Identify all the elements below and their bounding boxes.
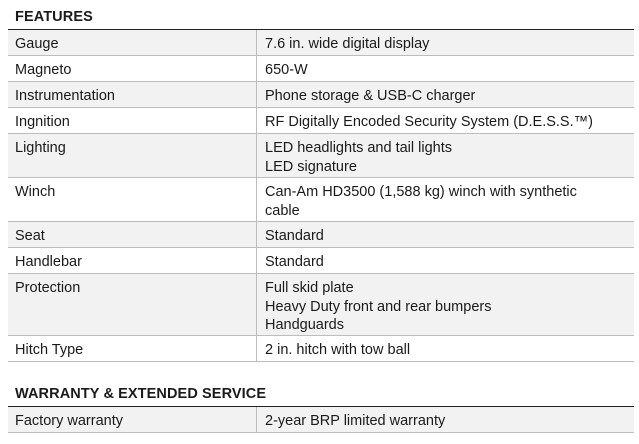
spec-label-ingnition: Ingnition (15, 114, 70, 130)
spec-value: 2-year BRP limited warranty (256, 407, 634, 432)
spec-value: Full skid plate Heavy Duty front and rear bumpers Handguards (256, 274, 634, 335)
spec-label-gauge: Gauge (15, 36, 59, 52)
spec-label-handlebar: Handlebar (15, 254, 82, 270)
spec-value: Standard (256, 248, 634, 273)
table-row (8, 30, 634, 56)
spec-value: LED headlights and tail lights LED signature (256, 134, 634, 177)
table-row (8, 248, 634, 274)
table-row (8, 336, 634, 362)
spec-label-seat: Seat (15, 228, 45, 244)
spec-label-magneto: Magneto (15, 62, 72, 78)
spec-value: 2 in. hitch with tow ball (256, 336, 634, 361)
table-row (8, 108, 634, 134)
features-heading: FEATURES (8, 4, 634, 30)
spec-value: Phone storage & USB-C charger (256, 82, 634, 107)
spec-label-protection: Protection (15, 280, 81, 296)
table-row (8, 222, 634, 248)
spec-label-instrumentation: Instrumentation (15, 88, 115, 104)
features-table (8, 30, 634, 362)
spec-value: 650-W (256, 56, 634, 81)
spec-label-lighting: Lighting (15, 140, 66, 156)
spec-value: 7.6 in. wide digital display (256, 30, 634, 55)
table-row (8, 178, 634, 222)
spec-value: Can-Am HD3500 (1,588 kg) winch with synthetic cable (256, 178, 634, 221)
spec-label-winch: Winch (15, 184, 56, 200)
spec-value: Standard (256, 222, 634, 247)
table-row (8, 274, 634, 336)
table-row (8, 56, 634, 82)
spec-label-hitch-type: Hitch Type (15, 342, 84, 358)
spec-label-factory-warranty: Factory warranty (15, 413, 123, 429)
warranty-heading: WARRANTY & EXTENDED SERVICE (8, 381, 634, 407)
warranty-table (8, 407, 634, 433)
table-row (8, 134, 634, 178)
table-row (8, 407, 634, 433)
spec-value: RF Digitally Encoded Security System (D.E.S.S.™) (256, 108, 634, 133)
table-row (8, 82, 634, 108)
